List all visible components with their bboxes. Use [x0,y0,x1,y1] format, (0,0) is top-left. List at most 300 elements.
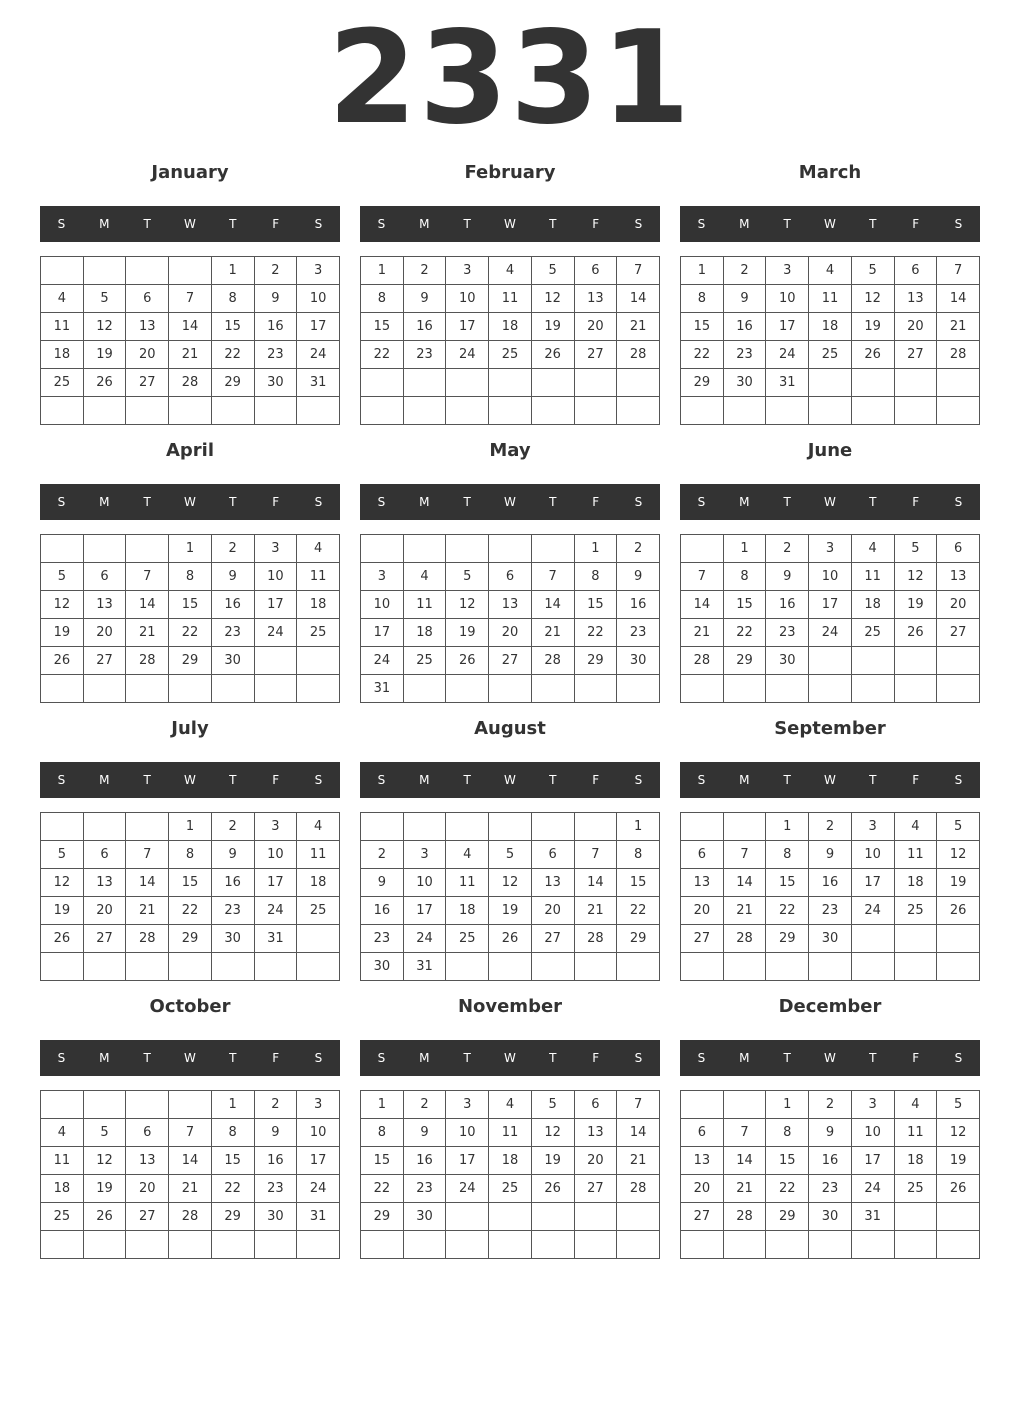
weekday-label: M [739,495,750,509]
day-cell: 24 [297,341,340,369]
day-grid [360,256,660,425]
day-cell: 18 [446,897,489,925]
empty-day-cell [403,1231,446,1259]
empty-day-cell [446,397,489,425]
day-cell: 26 [894,619,937,647]
day-cell: 2 [361,841,404,869]
empty-day-cell [254,647,297,675]
empty-day-cell [617,675,660,703]
day-cell: 29 [211,369,254,397]
day-cell: 6 [681,841,724,869]
weekday-label: S [377,1051,386,1065]
day-cell: 8 [574,563,617,591]
day-cell: 18 [41,341,84,369]
day-cell: 10 [851,1119,894,1147]
day-cell: 1 [211,257,254,285]
day-cell: 26 [83,369,126,397]
day-cell: 28 [723,1203,766,1231]
day-cell: 1 [361,1091,404,1119]
day-cell: 18 [809,313,852,341]
empty-day-cell [489,535,532,563]
day-cell: 3 [361,563,404,591]
day-cell: 23 [809,897,852,925]
week-row [361,397,660,425]
day-cell: 24 [766,341,809,369]
day-cell: 12 [531,1119,574,1147]
day-cell: 13 [489,591,532,619]
day-cell: 2 [254,1091,297,1119]
month-name: September [774,718,886,739]
empty-day-cell [126,535,169,563]
day-cell: 25 [894,1175,937,1203]
day-cell: 24 [446,341,489,369]
weekday-label: S [314,217,323,231]
empty-day-cell [531,675,574,703]
day-cell: 9 [766,563,809,591]
day-cell: 21 [126,897,169,925]
day-cell: 15 [617,869,660,897]
day-cell: 19 [83,1175,126,1203]
weekday-label: W [184,495,196,509]
day-cell: 26 [489,925,532,953]
day-cell: 26 [446,647,489,675]
weekday-label: F [912,1051,920,1065]
empty-day-cell [574,813,617,841]
day-cell: 8 [723,563,766,591]
week-row [361,841,660,869]
empty-day-cell [531,953,574,981]
empty-day-cell [937,675,980,703]
month-june [680,436,980,704]
empty-day-cell [766,675,809,703]
day-cell: 22 [766,897,809,925]
empty-day-cell [681,953,724,981]
week-row [41,1203,340,1231]
empty-day-cell [489,675,532,703]
week-row [41,925,340,953]
day-cell: 11 [403,591,446,619]
day-cell: 1 [361,257,404,285]
day-cell: 19 [531,313,574,341]
weekday-label: M [99,495,110,509]
day-cell: 24 [851,897,894,925]
empty-day-cell [937,369,980,397]
weekday-label: T [229,217,237,231]
empty-day-cell [489,1231,532,1259]
empty-day-cell [169,397,212,425]
week-row [361,647,660,675]
day-cell: 15 [681,313,724,341]
day-cell: 29 [617,925,660,953]
day-cell: 24 [809,619,852,647]
day-cell: 16 [403,1147,446,1175]
week-row [361,591,660,619]
day-cell: 25 [41,369,84,397]
weekday-label: S [377,773,386,787]
empty-day-cell [126,397,169,425]
weekday-header [360,762,660,798]
day-cell: 6 [83,841,126,869]
empty-day-cell [766,1231,809,1259]
weekday-label: T [549,495,557,509]
week-row [361,813,660,841]
day-grid [40,1090,340,1259]
month-name: November [457,996,563,1017]
weekday-label: S [954,495,963,509]
weekday-label: T [143,217,151,231]
day-cell: 5 [894,535,937,563]
day-cell: 15 [574,591,617,619]
week-row [361,925,660,953]
weekday-label: S [954,217,963,231]
day-cell: 6 [126,1119,169,1147]
empty-day-cell [617,953,660,981]
empty-day-cell [766,397,809,425]
weekday-label: T [463,217,471,231]
week-row [681,1203,980,1231]
weekday-label: F [592,1051,600,1065]
day-cell: 18 [297,591,340,619]
day-cell: 16 [211,869,254,897]
day-cell: 12 [446,591,489,619]
day-cell: 16 [254,313,297,341]
empty-day-cell [446,1231,489,1259]
empty-day-cell [531,813,574,841]
empty-day-cell [574,675,617,703]
week-row [361,285,660,313]
day-cell: 31 [766,369,809,397]
day-cell: 26 [937,897,980,925]
weekday-header [680,484,980,520]
day-cell: 13 [574,285,617,313]
empty-day-cell [254,1231,297,1259]
empty-day-cell [851,953,894,981]
empty-day-cell [489,369,532,397]
day-cell: 12 [83,313,126,341]
day-cell: 16 [361,897,404,925]
day-cell: 7 [617,1091,660,1119]
day-cell: 25 [489,1175,532,1203]
day-cell: 29 [766,925,809,953]
day-cell: 30 [617,647,660,675]
day-cell: 2 [403,257,446,285]
day-cell: 8 [169,841,212,869]
day-cell: 31 [254,925,297,953]
weekday-label: F [912,495,920,509]
day-cell: 3 [297,1091,340,1119]
empty-day-cell [894,1203,937,1231]
day-cell: 21 [937,313,980,341]
day-cell: 6 [83,563,126,591]
day-cell: 20 [126,1175,169,1203]
day-cell: 18 [403,619,446,647]
day-cell: 20 [681,897,724,925]
weekday-label: F [592,773,600,787]
day-cell: 23 [254,1175,297,1203]
day-cell: 7 [937,257,980,285]
week-row [41,563,340,591]
day-cell: 9 [254,285,297,313]
day-cell: 3 [254,535,297,563]
day-cell: 9 [809,1119,852,1147]
day-cell: 7 [169,1119,212,1147]
day-cell: 17 [809,591,852,619]
week-row [681,1175,980,1203]
day-cell: 6 [937,535,980,563]
day-cell: 11 [894,841,937,869]
day-cell: 2 [766,535,809,563]
week-row [681,619,980,647]
empty-day-cell [403,535,446,563]
day-cell: 5 [41,841,84,869]
day-cell: 9 [617,563,660,591]
empty-day-cell [489,1203,532,1231]
weekday-label: T [783,773,791,787]
day-cell: 19 [446,619,489,647]
day-cell: 15 [169,869,212,897]
month-name: January [151,162,229,183]
day-cell: 11 [851,563,894,591]
week-row [681,1091,980,1119]
empty-day-cell [41,257,84,285]
day-cell: 26 [41,647,84,675]
day-cell: 27 [531,925,574,953]
day-cell: 20 [531,897,574,925]
day-cell: 24 [851,1175,894,1203]
day-cell: 18 [297,869,340,897]
weekday-header [360,1040,660,1076]
weekday-label: M [99,773,110,787]
weekday-label: T [143,1051,151,1065]
empty-day-cell [254,675,297,703]
empty-day-cell [83,1231,126,1259]
month-name: April [165,440,215,461]
day-cell: 31 [851,1203,894,1231]
day-cell: 6 [489,563,532,591]
day-cell: 23 [403,341,446,369]
week-row [681,257,980,285]
day-cell: 8 [361,1119,404,1147]
day-cell: 17 [446,313,489,341]
day-cell: 14 [681,591,724,619]
day-cell: 20 [681,1175,724,1203]
month-april [40,436,340,704]
day-cell: 21 [574,897,617,925]
week-row [681,813,980,841]
empty-day-cell [574,397,617,425]
empty-day-cell [574,1231,617,1259]
empty-day-cell [83,675,126,703]
day-cell: 21 [723,1175,766,1203]
day-cell: 20 [83,619,126,647]
weekday-label: T [143,495,151,509]
day-cell: 27 [83,925,126,953]
empty-day-cell [83,535,126,563]
empty-day-cell [446,675,489,703]
day-cell: 21 [169,1175,212,1203]
week-row [681,925,980,953]
day-cell: 12 [531,285,574,313]
day-cell: 27 [574,1175,617,1203]
day-cell: 2 [809,813,852,841]
day-cell: 5 [83,1119,126,1147]
empty-day-cell [211,675,254,703]
empty-day-cell [937,397,980,425]
day-cell: 17 [361,619,404,647]
week-row [41,1147,340,1175]
day-cell: 10 [361,591,404,619]
weekday-label: F [912,217,920,231]
day-cell: 28 [574,925,617,953]
empty-day-cell [894,953,937,981]
week-row [681,647,980,675]
day-cell: 26 [83,1203,126,1231]
day-cell: 24 [446,1175,489,1203]
day-cell: 27 [489,647,532,675]
day-cell: 18 [489,1147,532,1175]
weekday-header [360,484,660,520]
week-row [681,1147,980,1175]
day-cell: 28 [169,369,212,397]
week-row [41,1175,340,1203]
day-cell: 10 [254,841,297,869]
weekday-label: S [314,773,323,787]
weekday-label: T [549,217,557,231]
day-cell: 1 [766,813,809,841]
empty-day-cell [723,1231,766,1259]
empty-day-cell [169,675,212,703]
day-cell: 12 [851,285,894,313]
empty-day-cell [254,397,297,425]
day-cell: 4 [894,1091,937,1119]
empty-day-cell [531,1231,574,1259]
empty-day-cell [851,647,894,675]
weekday-label: T [549,1051,557,1065]
day-cell: 2 [723,257,766,285]
empty-day-cell [809,1231,852,1259]
day-cell: 22 [361,1175,404,1203]
day-cell: 6 [574,257,617,285]
empty-day-cell [809,953,852,981]
day-cell: 25 [297,897,340,925]
empty-day-cell [169,257,212,285]
day-cell: 30 [766,647,809,675]
day-cell: 31 [361,675,404,703]
day-cell: 22 [169,897,212,925]
day-cell: 31 [297,369,340,397]
day-cell: 14 [574,869,617,897]
empty-day-cell [937,953,980,981]
empty-day-cell [41,1091,84,1119]
weekday-label: M [419,1051,430,1065]
day-cell: 5 [489,841,532,869]
day-cell: 18 [489,313,532,341]
day-cell: 15 [211,313,254,341]
empty-day-cell [531,397,574,425]
weekday-label: W [824,495,836,509]
day-cell: 12 [41,591,84,619]
weekday-label: F [592,217,600,231]
day-cell: 4 [446,841,489,869]
empty-day-cell [681,1231,724,1259]
empty-day-cell [809,369,852,397]
day-cell: 28 [723,925,766,953]
day-cell: 19 [937,869,980,897]
empty-day-cell [403,369,446,397]
weekday-label: T [783,1051,791,1065]
day-cell: 6 [126,285,169,313]
weekday-label: M [419,773,430,787]
empty-day-cell [446,813,489,841]
day-cell: 7 [531,563,574,591]
weekday-label: W [824,217,836,231]
day-cell: 7 [617,257,660,285]
day-cell: 13 [83,869,126,897]
month-november [360,992,660,1260]
day-cell: 14 [169,1147,212,1175]
weekday-label: S [314,495,323,509]
day-cell: 25 [403,647,446,675]
day-cell: 10 [297,1119,340,1147]
empty-day-cell [361,535,404,563]
weekday-label: S [634,217,643,231]
week-row [361,1119,660,1147]
week-row [41,313,340,341]
day-cell: 11 [489,1119,532,1147]
day-cell: 19 [851,313,894,341]
weekday-header [360,206,660,242]
day-cell: 22 [574,619,617,647]
empty-day-cell [617,1231,660,1259]
weekday-label: F [272,217,280,231]
empty-day-cell [851,925,894,953]
day-cell: 4 [489,257,532,285]
empty-day-cell [126,953,169,981]
day-cell: 21 [617,1147,660,1175]
empty-day-cell [894,925,937,953]
day-cell: 23 [403,1175,446,1203]
day-cell: 23 [211,897,254,925]
day-cell: 19 [489,897,532,925]
weekday-label: S [57,1051,66,1065]
day-cell: 20 [126,341,169,369]
weekday-label: S [314,1051,323,1065]
day-cell: 9 [211,841,254,869]
week-row [681,535,980,563]
day-cell: 3 [446,1091,489,1119]
day-cell: 21 [126,619,169,647]
day-cell: 16 [723,313,766,341]
month-name: June [807,440,853,461]
day-cell: 18 [894,1147,937,1175]
week-row [361,953,660,981]
week-row [361,369,660,397]
weekday-label: T [229,1051,237,1065]
day-cell: 7 [126,841,169,869]
day-cell: 28 [681,647,724,675]
day-cell: 15 [766,1147,809,1175]
day-cell: 25 [446,925,489,953]
day-cell: 1 [681,257,724,285]
day-cell: 22 [766,1175,809,1203]
weekday-label: S [57,217,66,231]
day-grid [360,1090,660,1259]
day-cell: 13 [681,1147,724,1175]
week-row [681,591,980,619]
weekday-label: W [504,773,516,787]
day-cell: 17 [851,869,894,897]
day-cell: 21 [723,897,766,925]
